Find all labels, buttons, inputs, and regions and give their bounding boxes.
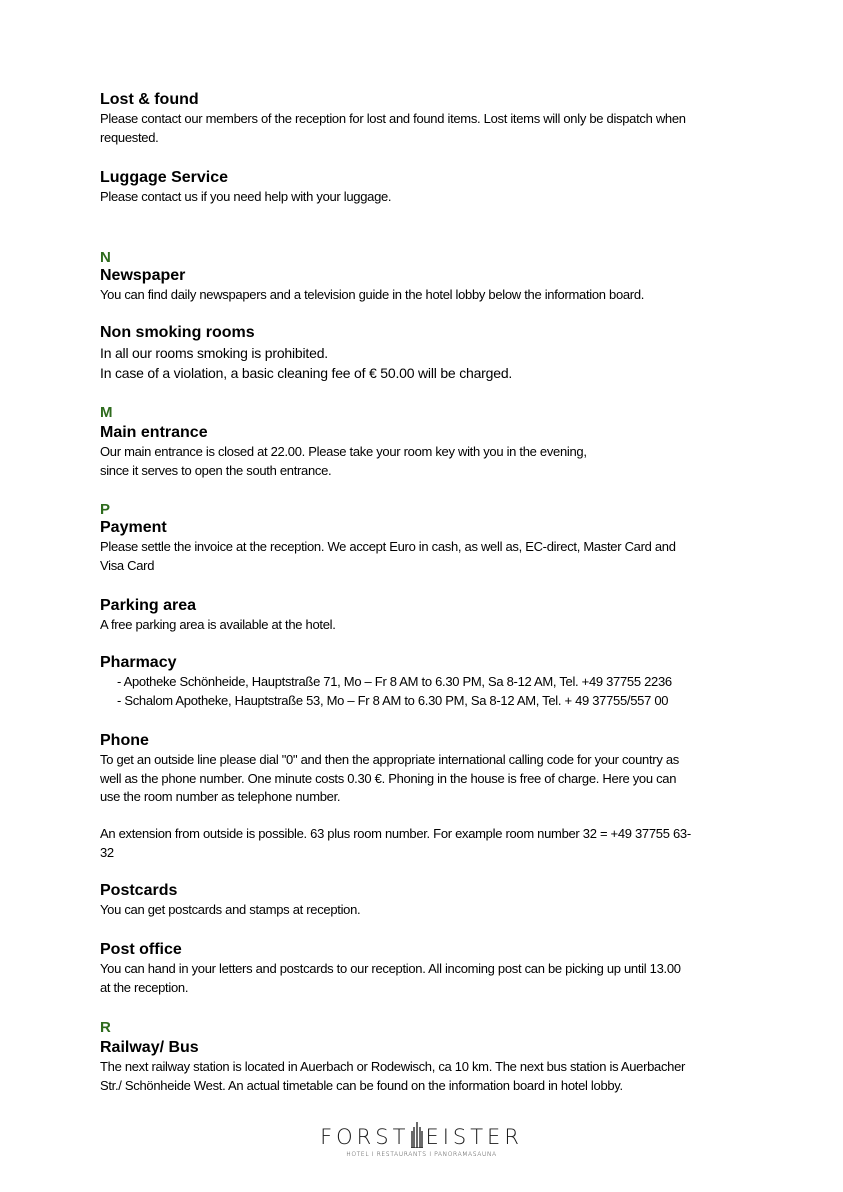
text-line: A free parking area is available at the hotel.	[100, 617, 336, 632]
text-line: Please contact us if you need help with your luggage.	[100, 189, 392, 204]
text-line: You can find daily newspapers and a television guide in the hotel lobby below the information board.	[100, 287, 645, 302]
entry-text	[100, 616, 748, 635]
entry-title: Lost & found	[100, 91, 199, 108]
logo-text-left: FORST	[320, 1125, 410, 1149]
entry-title: Pharmacy	[100, 654, 177, 671]
entry-title: Luggage Service	[100, 169, 229, 186]
entry-title: Phone	[100, 732, 149, 749]
section-letter: P	[100, 501, 111, 518]
section-letter: R	[100, 1019, 111, 1036]
entry-text	[100, 673, 748, 710]
forstmeister-logo	[320, 1122, 523, 1158]
entry-text	[100, 110, 748, 147]
section-letter: N	[100, 249, 111, 266]
entry-text	[100, 188, 748, 207]
text-line: You can get postcards and stamps at reception.	[100, 902, 361, 917]
text-line: In case of a violation, a basic cleaning fee of € 50.00 will be charged.	[100, 365, 513, 381]
entry-title: Payment	[100, 519, 167, 536]
logo-tagline: HOTEL I RESTAURANTS I PANORAMASAUNA	[346, 1151, 497, 1158]
text-line: use the room number as telephone number.	[100, 789, 341, 804]
text-line: - Apotheke Schönheide, Hauptstraße 71, Mo – Fr 8 AM to 6.30 PM, Sa 8-12 AM, Tel. +49 37755 2236	[117, 674, 672, 689]
text-line: In all our rooms smoking is prohibited.	[100, 345, 328, 361]
text-line: An extension from outside is possible. 63 plus room number. For example room number 32 = +49 37755 63-	[100, 826, 691, 841]
text-line: requested.	[100, 129, 159, 145]
entry-title: Railway/ Bus	[100, 1039, 199, 1056]
text-line: - Schalom Apotheke, Hauptstraße 53, Mo – Fr 8 AM to 6.30 PM, Sa 8-12 AM, Tel. + 49 37755/557 00	[117, 692, 669, 708]
entry-text	[100, 286, 748, 305]
text-line: 32	[100, 844, 114, 860]
text-line: You can hand in your letters and postcards to our reception. All incoming post can be picking up until 13.00	[100, 961, 681, 976]
entry-text	[100, 538, 748, 575]
text-line: at the reception.	[100, 979, 189, 995]
text-line: Please settle the invoice at the reception. We accept Euro in cash, as well as, EC-direct, Master Card and	[100, 539, 676, 554]
entry-text	[100, 901, 748, 920]
entry-title: Postcards	[100, 882, 178, 899]
entry-title: Non smoking rooms	[100, 324, 255, 341]
text-line: Our main entrance is closed at 22.00. Please take your room key with you in the evening,	[100, 444, 587, 459]
entry-text	[100, 960, 748, 997]
text-line: Please contact our members of the reception for lost and found items. Lost items will only be dispatch when	[100, 111, 686, 126]
text-line: Str./ Schönheide West. An actual timetable can be found on the information board in hotel lobby.	[100, 1077, 623, 1093]
entry-text	[100, 825, 748, 862]
text-line: Visa Card	[100, 557, 155, 573]
text-line: since it serves to open the south entrance.	[100, 462, 332, 478]
entry-text	[100, 343, 748, 383]
entry-text	[100, 751, 748, 807]
entry-text	[100, 443, 748, 480]
text-line: To get an outside line please dial "0" and then the appropriate international calling code for your country as	[100, 752, 679, 767]
entry-title: Main entrance	[100, 424, 208, 441]
logo-text-right: EISTER	[425, 1125, 523, 1149]
text-line: The next railway station is located in Auerbach or Rodewisch, ca 10 km. The next bus station is Auerbacher	[100, 1059, 686, 1074]
tree-icon	[410, 1122, 424, 1148]
entry-text	[100, 1058, 748, 1095]
footer	[0, 1122, 843, 1161]
entry-title: Parking area	[100, 597, 197, 614]
section-letter: M	[100, 404, 113, 421]
text-line: well as the phone number. One minute costs 0.30 €. Phoning in the house is free of charge. Here you can	[100, 770, 677, 786]
entry-title: Newspaper	[100, 267, 186, 284]
entry-title: Post office	[100, 941, 182, 958]
